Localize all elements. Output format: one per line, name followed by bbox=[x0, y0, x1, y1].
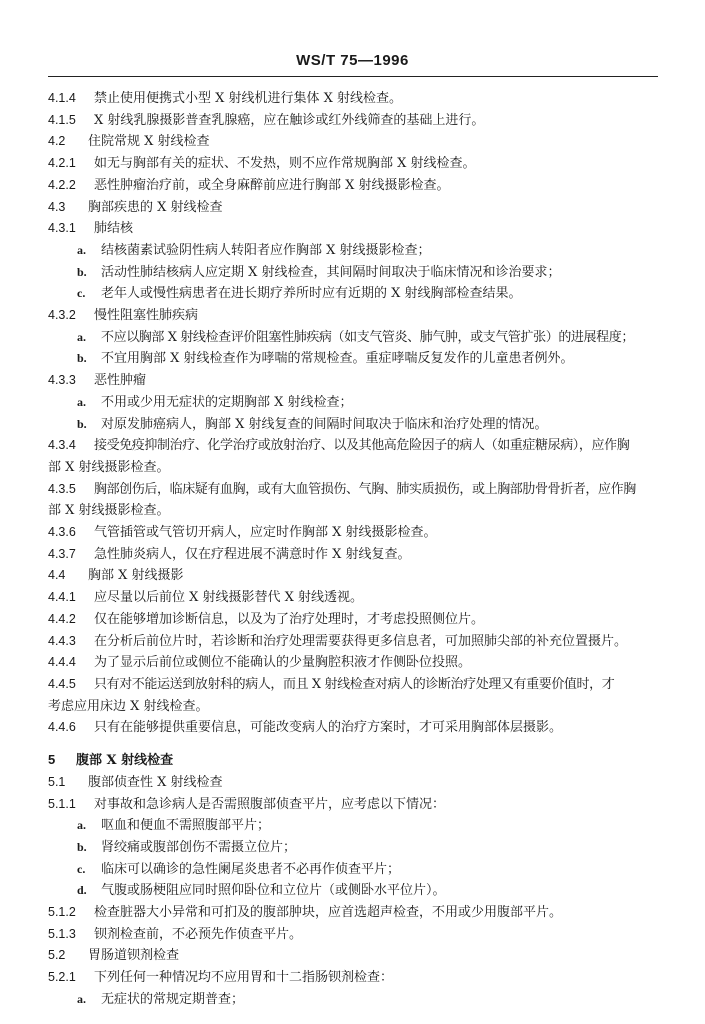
list-item bbox=[48, 348, 678, 370]
document-body bbox=[48, 88, 678, 1011]
line-text: 如无与胸部有关的症状、不发热，则不应作常规胸部 X 射线检查。 bbox=[94, 156, 476, 172]
clause-number: 4.3.2 bbox=[48, 308, 76, 323]
clause-line bbox=[48, 967, 678, 989]
line-text: 临床可以确诊的急性阑尾炎患者不必再作侦查平片； bbox=[101, 861, 401, 877]
list-item-letter: b. bbox=[77, 839, 87, 854]
clause-number: 4.3.5 bbox=[48, 481, 76, 496]
line-text: 急性肺炎病人，仅在疗程进展不满意时作 X 射线复查。 bbox=[94, 546, 411, 562]
list-item bbox=[48, 262, 678, 284]
line-text: 胸部创伤后，临床疑有血胸，或有大血管损伤、气胸、肺实质损伤，或上胸部肋骨骨折者，应作胸 bbox=[94, 481, 636, 497]
section-heading bbox=[48, 131, 678, 153]
clause-number: 5.1.2 bbox=[48, 905, 76, 920]
list-item-letter: b. bbox=[77, 351, 87, 366]
line-text: 肺结核 bbox=[94, 221, 134, 237]
line-text: 呕血和便血不需照腹部平片； bbox=[101, 818, 271, 834]
line-text: 下列任何一种情况均不应用胃和十二指肠钡剂检查： bbox=[94, 970, 394, 986]
line-text: 气腹或肠梗阻应同时照仰卧位和立位片（或侧卧水平位片）。 bbox=[101, 883, 446, 899]
line-text: 在分析后前位片时，若诊断和治疗处理需要获得更多信息者，可加照肺尖部的补充位置摄片。 bbox=[94, 633, 628, 649]
line-text: 住院常规 X 射线检查 bbox=[88, 134, 210, 150]
line-text: 对原发肺癌病人，胸部 X 射线复查的间隔时间取决于临床和治疗处理的情况。 bbox=[101, 416, 548, 432]
clause-line bbox=[48, 924, 678, 946]
clause-line bbox=[48, 717, 678, 739]
clause-number: 5.2.1 bbox=[48, 970, 76, 985]
line-text: 肾绞痛或腹部创伤不需摄立位片； bbox=[101, 839, 297, 855]
clause-line bbox=[48, 631, 678, 653]
clause-line bbox=[48, 88, 678, 110]
list-item bbox=[48, 989, 678, 1011]
line-text: 不用或少用无症状的定期胸部 X 射线检查； bbox=[101, 394, 353, 410]
clause-number: 4.4.1 bbox=[48, 590, 76, 605]
continuation-line bbox=[48, 457, 678, 479]
line-text: 腹部侦查性 X 射线检查 bbox=[88, 774, 223, 790]
list-item-letter: d. bbox=[77, 883, 87, 898]
line-text: 部 X 射线摄影检查。 bbox=[48, 503, 170, 519]
section-heading bbox=[48, 945, 678, 967]
clause-line bbox=[48, 218, 678, 240]
line-text: 胸部疾患的 X 射线检查 bbox=[88, 199, 223, 215]
list-item-letter: a. bbox=[77, 329, 86, 344]
line-text: 禁止使用便携式小型 X 射线机进行集体 X 射线检查。 bbox=[94, 91, 403, 106]
clause-line bbox=[48, 652, 678, 674]
list-item-letter: a. bbox=[77, 242, 86, 257]
clause-number: 4.3.7 bbox=[48, 546, 76, 561]
line-text: 只有对不能运送到放射科的病人，而且 X 射线检查对病人的诊断治疗处理又有重要价值时，才 bbox=[94, 676, 615, 692]
line-text: 慢性阻塞性肺疾病 bbox=[94, 308, 199, 324]
clause-line bbox=[48, 902, 678, 924]
clause-number: 4.4.4 bbox=[48, 655, 76, 670]
list-item-letter: c. bbox=[77, 861, 86, 876]
line-text: 接受免疫抑制治疗、化学治疗或放射治疗、以及其他高危险因子的病人（如重症糖尿病），应作胸 bbox=[94, 438, 630, 454]
section-heading bbox=[48, 772, 678, 794]
clause-number: 5.1.1 bbox=[48, 796, 76, 811]
clause-number: 4.3.3 bbox=[48, 373, 76, 388]
continuation-line bbox=[48, 696, 678, 718]
list-item bbox=[48, 392, 678, 414]
section-heading bbox=[48, 197, 678, 219]
clause-number: 4.4.3 bbox=[48, 633, 76, 648]
clause-number: 4.3.6 bbox=[48, 525, 76, 540]
line-text: 对事故和急诊病人是否需照腹部侦查平片，应考虑以下情况： bbox=[94, 796, 446, 812]
clause-number: 4.1.5 bbox=[48, 112, 76, 127]
clause-number: 4.3.1 bbox=[48, 221, 76, 236]
clause-number: 4.2 bbox=[48, 134, 66, 149]
line-text: 钡剂检查前，不必预先作侦查平片。 bbox=[94, 926, 303, 942]
clause-line bbox=[48, 435, 678, 457]
list-item bbox=[48, 327, 678, 349]
clause-number: 4.4.5 bbox=[48, 676, 76, 691]
list-item bbox=[48, 240, 678, 262]
line-text: 仅在能够增加诊断信息，以及为了治疗处理时，才考虑投照侧位片。 bbox=[94, 611, 485, 627]
list-item-letter: a. bbox=[77, 991, 86, 1006]
clause-line bbox=[48, 370, 678, 392]
clause-number: 5.1.3 bbox=[48, 926, 76, 941]
clause-number: 5.2 bbox=[48, 948, 66, 963]
line-text: 不宜用胸部 X 射线检查作为哮喘的常规检查。重症哮喘反复发作的儿童患者例外。 bbox=[101, 351, 574, 367]
list-item bbox=[48, 837, 678, 859]
header-rule bbox=[48, 76, 658, 77]
list-item bbox=[48, 880, 678, 902]
clause-line bbox=[48, 794, 678, 816]
clause-line bbox=[48, 479, 678, 501]
continuation-line bbox=[48, 500, 678, 522]
line-text: 检查脏器大小异常和可扪及的腹部肿块，应首选超声检查，不用或少用腹部平片。 bbox=[94, 905, 563, 921]
line-text: 应尽量以后前位 X 射线摄影替代 X 射线透视。 bbox=[94, 590, 364, 606]
list-item-letter: a. bbox=[77, 818, 86, 833]
chapter-title: 腹部 X 射线检查 bbox=[76, 753, 174, 769]
line-text: 老年人或慢性病患者在进长期疗养所时应有近期的 X 射线胸部检查结果。 bbox=[101, 286, 522, 302]
list-item bbox=[48, 414, 678, 436]
clause-line bbox=[48, 110, 678, 132]
clause-line bbox=[48, 522, 678, 544]
clause-line bbox=[48, 153, 678, 175]
list-item-letter: a. bbox=[77, 394, 86, 409]
clause-number: 4.4 bbox=[48, 568, 66, 583]
clause-line bbox=[48, 544, 678, 566]
line-text: 只有在能够提供重要信息，可能改变病人的治疗方案时，才可采用胸部体层摄影。 bbox=[94, 720, 563, 736]
line-text: 部 X 射线摄影检查。 bbox=[48, 459, 170, 475]
list-item-letter: b. bbox=[77, 416, 87, 431]
line-text: X 射线乳腺摄影普查乳腺癌，应在触诊或红外线筛查的基础上进行。 bbox=[94, 112, 485, 128]
line-text: 恶性肿瘤治疗前，或全身麻醉前应进行胸部 X 射线摄影检查。 bbox=[94, 177, 450, 193]
list-item bbox=[48, 815, 678, 837]
line-text: 结核菌素试验阴性病人转阳者应作胸部 X 射线摄影检查； bbox=[101, 242, 431, 258]
line-text: 考虑应用床边 X 射线检查。 bbox=[48, 698, 209, 714]
clause-number: 4.3 bbox=[48, 199, 66, 214]
list-item bbox=[48, 283, 678, 305]
line-text: 不应以胸部 X 射线检查评价阻塞性肺疾病（如支气管炎、肺气肿，或支气管扩张）的进展程度； bbox=[101, 329, 634, 345]
clause-line bbox=[48, 609, 678, 631]
line-text: 胃肠道钡剂检查 bbox=[88, 948, 180, 964]
clause-line bbox=[48, 587, 678, 609]
page-header-standard-code: WS/T 75—1996 bbox=[296, 52, 409, 69]
clause-line bbox=[48, 175, 678, 197]
list-item-letter: b. bbox=[77, 264, 87, 279]
line-text: 恶性肿瘤 bbox=[94, 373, 147, 389]
clause-number: 4.2.2 bbox=[48, 177, 76, 192]
clause-number: 5.1 bbox=[48, 774, 66, 789]
line-text: 为了显示后前位或侧位不能确认的少量胸腔积液才作侧卧位投照。 bbox=[94, 655, 472, 671]
line-text: 胸部 X 射线摄影 bbox=[88, 568, 184, 584]
line-text: 无症状的常规定期普查； bbox=[101, 991, 245, 1007]
clause-line bbox=[48, 674, 678, 696]
line-text: 气管插管或气管切开病人，应定时作胸部 X 射线摄影检查。 bbox=[94, 525, 437, 541]
clause-number: 4.3.4 bbox=[48, 438, 76, 453]
section-heading bbox=[48, 565, 678, 587]
clause-line bbox=[48, 305, 678, 327]
clause-number: 4.4.6 bbox=[48, 720, 76, 735]
list-item bbox=[48, 859, 678, 881]
chapter-heading bbox=[48, 749, 678, 772]
clause-number: 4.1.4 bbox=[48, 91, 76, 105]
list-item-letter: c. bbox=[77, 286, 86, 301]
line-text: 活动性肺结核病人应定期 X 射线检查，其间隔时间取决于临床情况和诊治要求； bbox=[101, 264, 561, 280]
chapter-number: 5 bbox=[48, 752, 56, 768]
clause-number: 4.4.2 bbox=[48, 611, 76, 626]
clause-number: 4.2.1 bbox=[48, 156, 76, 171]
